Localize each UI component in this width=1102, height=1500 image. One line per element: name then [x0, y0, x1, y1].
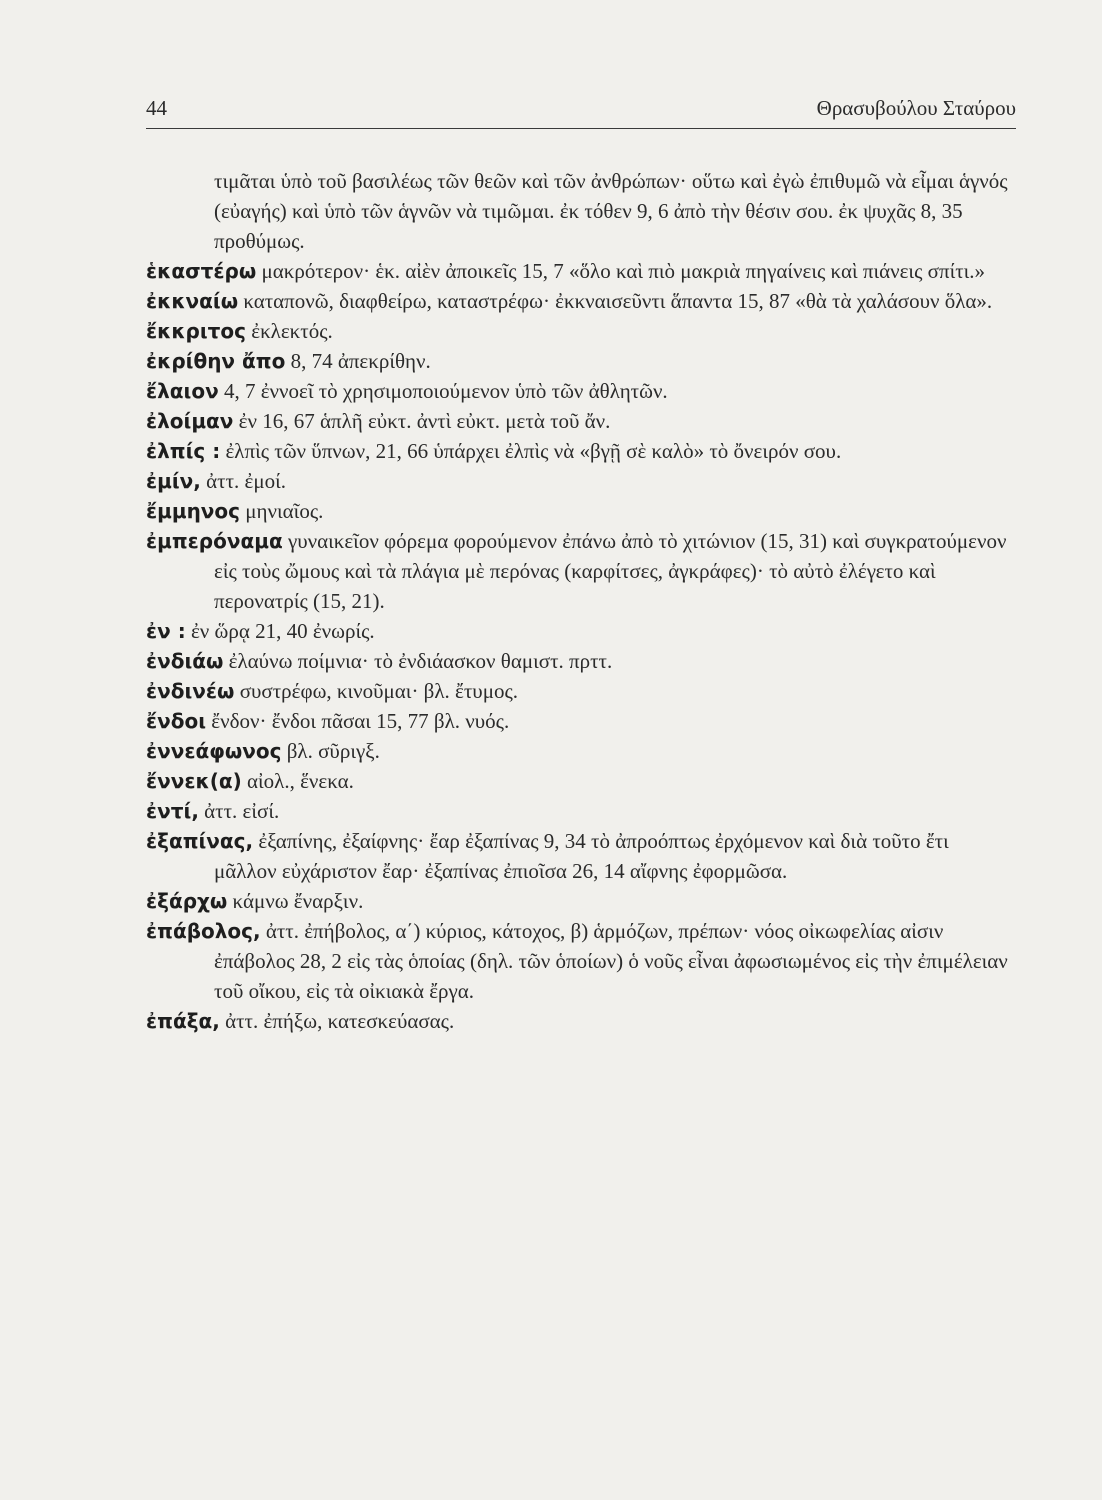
glossary-entry — [146, 826, 1016, 886]
entry-lemma: ἔννεκ(α) — [146, 769, 242, 793]
entry-lemma: ἐμπερόναμα — [146, 529, 283, 553]
entry-lemma: ἐνδινέω — [146, 679, 235, 703]
entry-lemma: ἐκρίθην ἄπο — [146, 349, 286, 373]
entry-lemma: ἔνδοι — [146, 709, 207, 733]
entry-definition: μακρότερον· ἑκ. αἰὲν ἀποικεῖς 15, 7 «ὅλο καὶ πιὸ μακριὰ πηγαίνεις καὶ πιάνεις σπίτι.» — [261, 259, 986, 283]
entry-lemma: ἐν : — [146, 619, 186, 643]
entry-definition: τιμᾶται ὑπὸ τοῦ βασιλέως τῶν θεῶν καὶ τῶν ἀνθρώπων· οὕτω καὶ ἐγὼ ἐπιθυμῶ νὰ εἶμαι ἁγνός (εὐαγής) καὶ ὑπὸ τῶν ἁγνῶν νὰ τιμῶμαι. ἐκ τόθεν 9, 6 ἀπὸ τὴν θέσιν σου. ἐκ ψυχᾶς 8, 35 προθύμως. — [214, 169, 1008, 253]
entry-definition: αἰολ., ἕνεκα. — [247, 769, 354, 793]
glossary-entry — [146, 436, 1016, 466]
glossary-entry — [146, 256, 1016, 286]
page-number: 44 — [146, 96, 167, 120]
glossary-entry — [146, 286, 1016, 316]
glossary-body — [146, 166, 1016, 1036]
glossary-entry-continuation — [146, 166, 1016, 256]
entry-lemma: ἐπάξα, — [146, 1009, 220, 1033]
entry-definition: ἐξαπίνης, ἐξαίφνης· ἔαρ ἐξαπίνας 9, 34 τὸ ἀπροόπτως ἐρχόμενον καὶ διὰ τοῦτο ἔτι μᾶλλον εὐχάριστον ἔαρ· ἐξαπίνας ἐπιοῖσα 26, 14 αἴφνης ἐφορμῶσα. — [214, 829, 949, 883]
glossary-entry — [146, 316, 1016, 346]
entry-definition: βλ. σῦριγξ. — [286, 739, 380, 763]
entry-definition: καταπονῶ, διαφθείρω, καταστρέφω· ἐκκναισεῦντι ἅπαντα 15, 87 «θὰ τὰ χαλάσουν ὅλα». — [243, 289, 993, 313]
entry-lemma: ἐλοίμαν — [146, 409, 234, 433]
entry-definition: ἐλπὶς τῶν ὕπνων, 21, 66 ὑπάρχει ἐλπὶς νὰ «βγῇ σὲ καλὸ» τὸ ὄνειρόν σου. — [225, 439, 842, 463]
glossary-entry — [146, 766, 1016, 796]
glossary-entry — [146, 706, 1016, 736]
glossary-entry — [146, 376, 1016, 406]
glossary-entry — [146, 886, 1016, 916]
entry-definition: κάμνω ἔναρξιν. — [232, 889, 364, 913]
glossary-entry — [146, 616, 1016, 646]
entry-lemma: ἐξάρχω — [146, 889, 228, 913]
entry-definition: 8, 74 ἀπεκρίθην. — [290, 349, 431, 373]
entry-definition: ἀττ. εἰσί. — [204, 799, 280, 823]
entry-lemma: ἔλαιον — [146, 379, 219, 403]
entry-definition: γυναικεῖον φόρεμα φορούμενον ἐπάνω ἀπὸ τὸ χιτώνιον (15, 31) καὶ συγκρατούμενον εἰς τοὺς ὤμους καὶ τὰ πλάγια μὲ περόνας (καρφίτσες, ἀγκράφες)· τὸ αὐτὸ ἐλέγετο καὶ περονατρίς (15, 21). — [214, 529, 1007, 613]
glossary-entry — [146, 646, 1016, 676]
glossary-entry — [146, 466, 1016, 496]
entry-lemma: ἐλπίς : — [146, 439, 221, 463]
glossary-entry — [146, 916, 1016, 1006]
glossary-entry — [146, 496, 1016, 526]
entry-definition: ἐκλεκτός. — [251, 319, 333, 343]
entry-definition: 4, 7 ἐννοεῖ τὸ χρησιμοποιούμενον ὑπὸ τῶν ἀθλητῶν. — [223, 379, 668, 403]
entry-lemma: ἐντί, — [146, 799, 199, 823]
entry-definition: συστρέφω, κινοῦμαι· βλ. ἔτυμος. — [239, 679, 519, 703]
entry-lemma: ἐμίν, — [146, 469, 201, 493]
entry-definition: ἐλαύνω ποίμνια· τὸ ἐνδιάασκον θαμιστ. πρττ. — [228, 649, 613, 673]
entry-lemma: ἔμμηνος — [146, 499, 241, 523]
glossary-entry — [146, 406, 1016, 436]
entry-definition: ἐν 16, 67 ἁπλῆ εὐκτ. ἀντὶ εὐκτ. μετὰ τοῦ ἄν. — [238, 409, 611, 433]
entry-definition: ἀττ. ἐπήξω, κατεσκεύασας. — [225, 1009, 455, 1033]
glossary-entry — [146, 1006, 1016, 1036]
entry-lemma: ἐνδιάω — [146, 649, 224, 673]
entry-lemma: ἐπάβολος, — [146, 919, 261, 943]
glossary-entry — [146, 346, 1016, 376]
entry-lemma: ἑκαστέρω — [146, 259, 257, 283]
entry-lemma: ἐννεάφωνος — [146, 739, 282, 763]
page-header — [146, 92, 1016, 129]
entry-definition: ἐν ὥρᾳ 21, 40 ἐνωρίς. — [190, 619, 375, 643]
glossary-entry — [146, 736, 1016, 766]
entry-definition: ἔνδον· ἔνδοι πᾶσαι 15, 77 βλ. νυός. — [211, 709, 510, 733]
running-title: Θρασυβούλου Σταύρου — [816, 96, 1016, 120]
entry-lemma: ἔκκριτος — [146, 319, 247, 343]
entry-lemma: ἐξαπίνας, — [146, 829, 254, 853]
entry-definition: ἀττ. ἐπήβολος, α΄) κύριος, κάτοχος, β) ἁρμόζων, πρέπων· νόος οἰκωφελίας αἰσιν ἐπάβολος 28, 2 εἰς τὰς ὁποίας (δηλ. τῶν ὁποίων) ὁ νοῦς εἶναι ἀφωσιωμένος εἰς τὴν ἐπιμέλειαν τοῦ οἴκου, εἰς τὰ οἰκιακὰ ἔργα. — [214, 919, 1008, 1003]
entry-definition: ἀττ. ἐμοί. — [206, 469, 286, 493]
entry-lemma: ἐκκναίω — [146, 289, 239, 313]
glossary-entry — [146, 796, 1016, 826]
glossary-entry — [146, 676, 1016, 706]
glossary-entry — [146, 526, 1016, 616]
entry-definition: μηνιαῖος. — [245, 499, 324, 523]
